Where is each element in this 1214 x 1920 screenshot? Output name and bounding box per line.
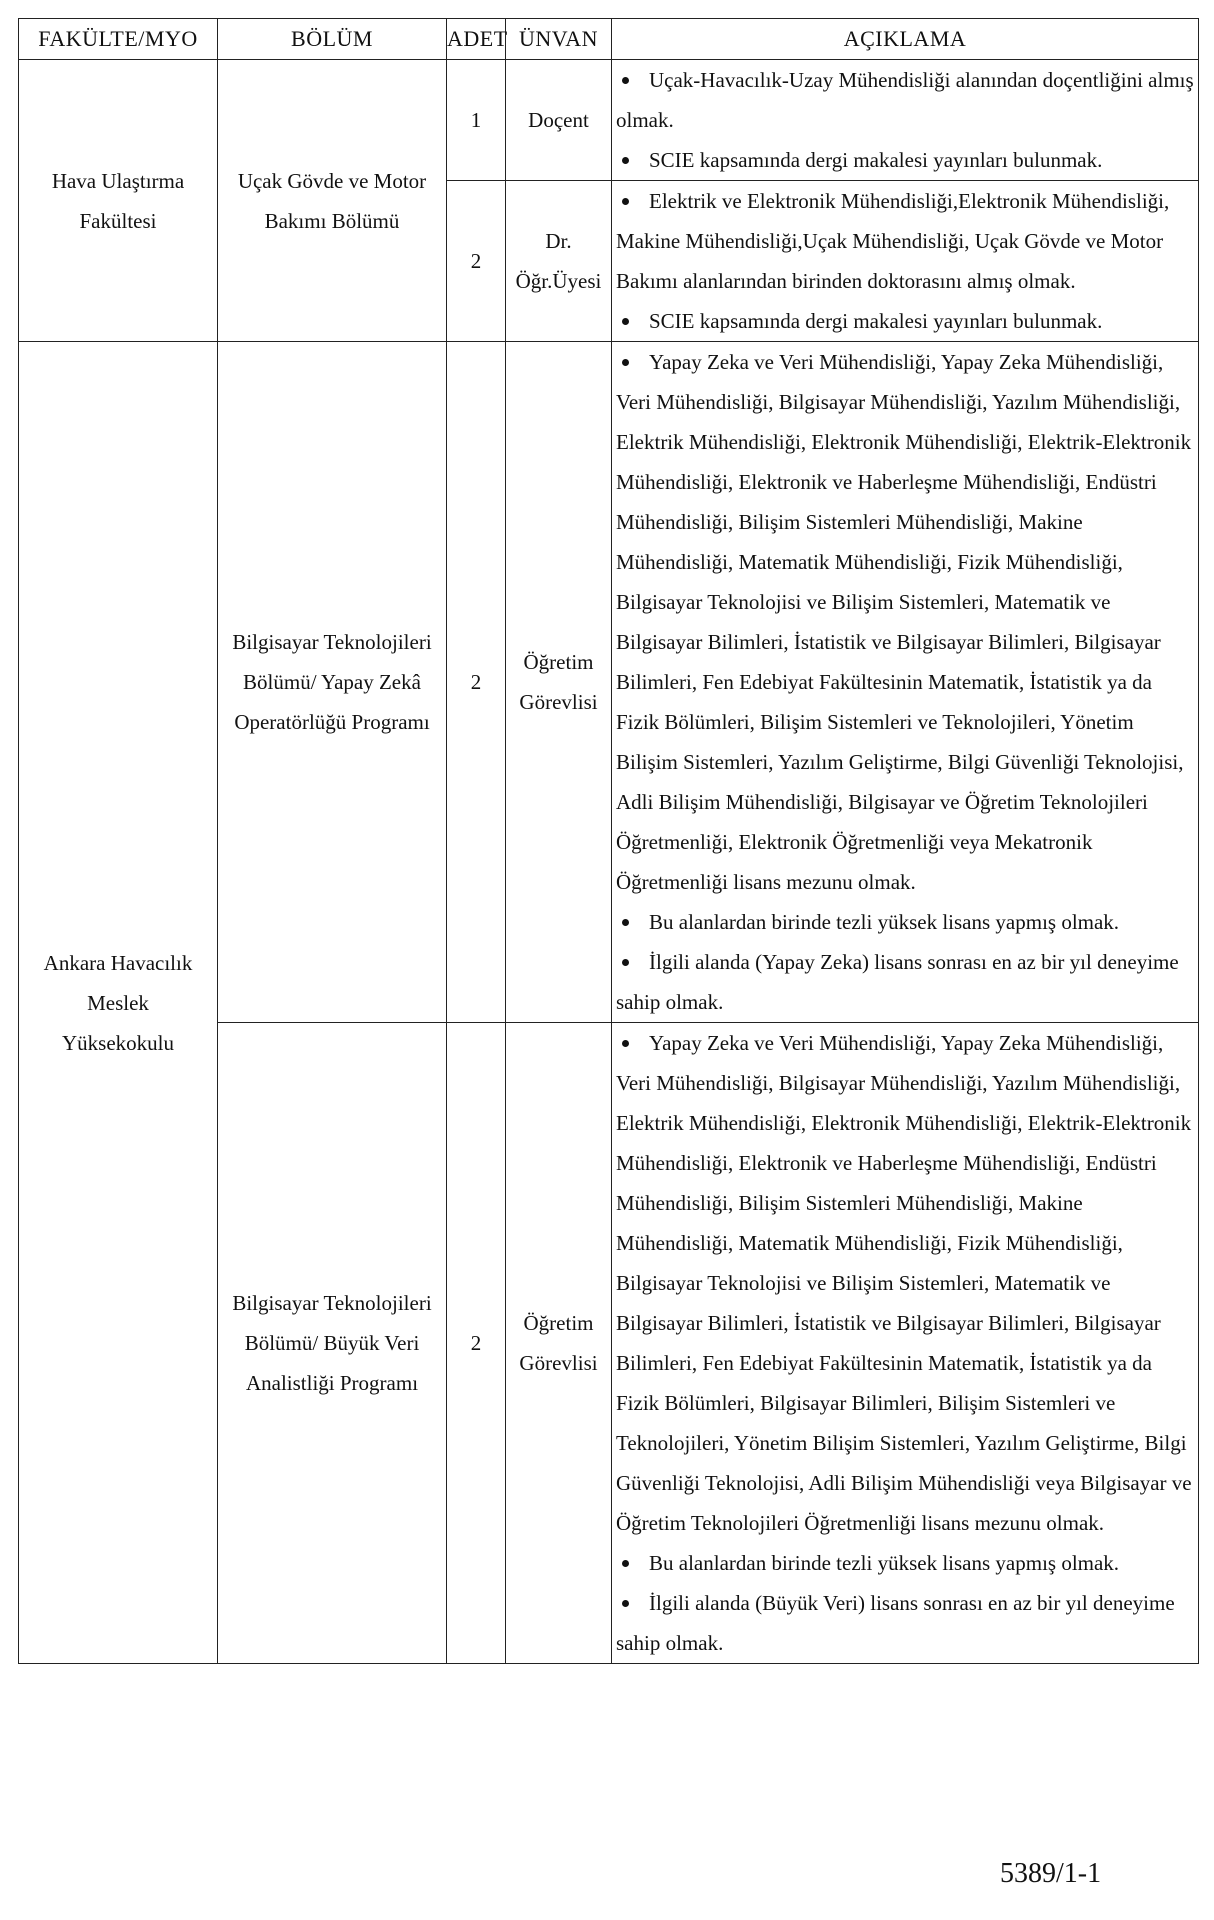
department-name: Uçak Gövde ve Motor Bakımı Bölümü xyxy=(237,168,427,233)
table-row xyxy=(19,60,1199,181)
positions-table xyxy=(18,18,1199,1664)
description-item: Yapay Zeka ve Veri Mühendisliği, Yapay Zeka Mühendisliği, Veri Mühendisliği, Bilgisayar Mühendisliği, Yazılım Mühendisliği, Elektrik Mühendisliği, Elektronik Mühendisliği, Elektrik-Elektronik Mühendisliği, Elektronik ve Haberleşme Mühendisliği, Endüstri Mühendisliği, Bilişim Sistemleri Mühendisliği, Makine Mühendisliği, Matematik Mühendisliği, Fizik Mühendisliği, Bilgisayar Teknolojisi ve Bilişim Sistemleri, Matematik ve Bilgisayar Bilimleri, İstatistik ve Bilgisayar Bilimleri, Bilgisayar Bilimleri, Fen Edebiyat Fakültesinin Matematik, İstatistik ya da Fizik Bölümleri, Bilgisayar Bilimleri, Bilişim Sistemleri ve Teknolojileri, Yönetim Bilişim Sistemleri, Yazılım Geliştirme, Bilgi Güvenliği Teknolojisi, Adli Bilişim Mühendisliği veya Bilgisayar ve Öğretim Teknolojileri Öğretmenliği lisans mezunu olmak. xyxy=(616,1031,1192,1535)
faculty-cell xyxy=(19,342,218,1664)
description-item: Elektrik ve Elektronik Mühendisliği,Elektronik Mühendisliği, Makine Mühendisliği,Uçak Mühendisliği, Uçak Gövde ve Motor Bakımı alanlarından birinden doktorasını almış olmak. xyxy=(616,189,1170,293)
department-cell xyxy=(218,60,447,342)
title-cell: Öğretim Görevlisi xyxy=(506,342,612,1023)
bullet-icon xyxy=(622,1560,629,1567)
bullet-icon xyxy=(622,1600,629,1607)
description-item: Uçak-Havacılık-Uzay Mühendisliği alanından doçentliğini almış olmak. xyxy=(616,68,1194,132)
faculty-cell xyxy=(19,60,218,342)
bullet-icon xyxy=(622,198,629,205)
count-cell: 2 xyxy=(447,181,506,342)
bullet-icon xyxy=(622,959,629,966)
bullet-icon xyxy=(622,359,629,366)
title-cell: Dr. Öğr.Üyesi xyxy=(506,181,612,342)
title-cell: Öğretim Görevlisi xyxy=(506,1023,612,1664)
description-item: Yapay Zeka ve Veri Mühendisliği, Yapay Zeka Mühendisliği, Veri Mühendisliği, Bilgisayar Mühendisliği, Yazılım Mühendisliği, Elektrik Mühendisliği, Elektronik Mühendisliği, Elektrik-Elektronik Mühendisliği, Elektronik ve Haberleşme Mühendisliği, Endüstri Mühendisliği, Bilişim Sistemleri Mühendisliği, Makine Mühendisliği, Matematik Mühendisliği, Fizik Mühendisliği, Bilgisayar Teknolojisi ve Bilişim Sistemleri, Matematik ve Bilgisayar Bilimleri, İstatistik ve Bilgisayar Bilimleri, Bilgisayar Bilimleri, Fen Edebiyat Fakültesinin Matematik, İstatistik ya da Fizik Bölümleri, Bilişim Sistemleri ve Teknolojileri, Yönetim Bilişim Sistemleri, Yazılım Geliştirme, Bilgi Güvenliği Teknolojisi, Adli Bilişim Mühendisliği, Bilgisayar ve Öğretim Teknolojileri Öğretmenliği, Elektronik Öğretmenliği veya Mekatronik Öğretmenliği lisans mezunu olmak. xyxy=(616,350,1192,894)
header-department: BÖLÜM xyxy=(218,19,447,60)
department-name: Bilgisayar Teknolojileri Bölümü/ Yapay Zekâ Operatörlüğü Programı xyxy=(232,630,432,734)
header-title: ÜNVAN xyxy=(506,19,612,60)
description-item: Bu alanlardan birinde tezli yüksek lisans yapmış olmak. xyxy=(616,902,1194,942)
count-cell: 1 xyxy=(447,60,506,181)
bullet-icon xyxy=(622,77,629,84)
department-cell xyxy=(218,342,447,1023)
title-cell: Doçent xyxy=(506,60,612,181)
document-number: 5389/1-1 xyxy=(1000,1858,1102,1889)
bullet-icon xyxy=(622,1040,629,1047)
bullet-icon xyxy=(622,919,629,926)
description-cell xyxy=(612,60,1199,181)
bullet-icon xyxy=(622,318,629,325)
department-name: Bilgisayar Teknolojileri Bölümü/ Büyük Veri Analistliği Programı xyxy=(232,1291,432,1395)
department-cell xyxy=(218,1023,447,1664)
description-item: İlgili alanda (Büyük Veri) lisans sonrası en az bir yıl deneyime sahip olmak. xyxy=(616,1591,1175,1655)
description-cell xyxy=(612,342,1199,1023)
header-faculty: FAKÜLTE/MYO xyxy=(19,19,218,60)
count-cell: 2 xyxy=(447,342,506,1023)
description-item: SCIE kapsamında dergi makalesi yayınları bulunmak. xyxy=(616,301,1194,341)
table-row xyxy=(19,342,1199,1023)
description-cell xyxy=(612,181,1199,342)
faculty-name: Hava Ulaştırma Fakültesi xyxy=(51,168,185,233)
count-cell: 2 xyxy=(447,1023,506,1664)
bullet-icon xyxy=(622,157,629,164)
description-cell xyxy=(612,1023,1199,1664)
header-row xyxy=(19,19,1199,60)
faculty-name: Ankara Havacılık Meslek Yüksekokulu xyxy=(43,950,193,1055)
header-count: ADET xyxy=(447,19,506,60)
description-item: SCIE kapsamında dergi makalesi yayınları bulunmak. xyxy=(616,140,1194,180)
description-item: Bu alanlardan birinde tezli yüksek lisans yapmış olmak. xyxy=(616,1543,1194,1583)
description-item: İlgili alanda (Yapay Zeka) lisans sonrası en az bir yıl deneyime sahip olmak. xyxy=(616,950,1179,1014)
header-description: AÇIKLAMA xyxy=(612,19,1199,60)
